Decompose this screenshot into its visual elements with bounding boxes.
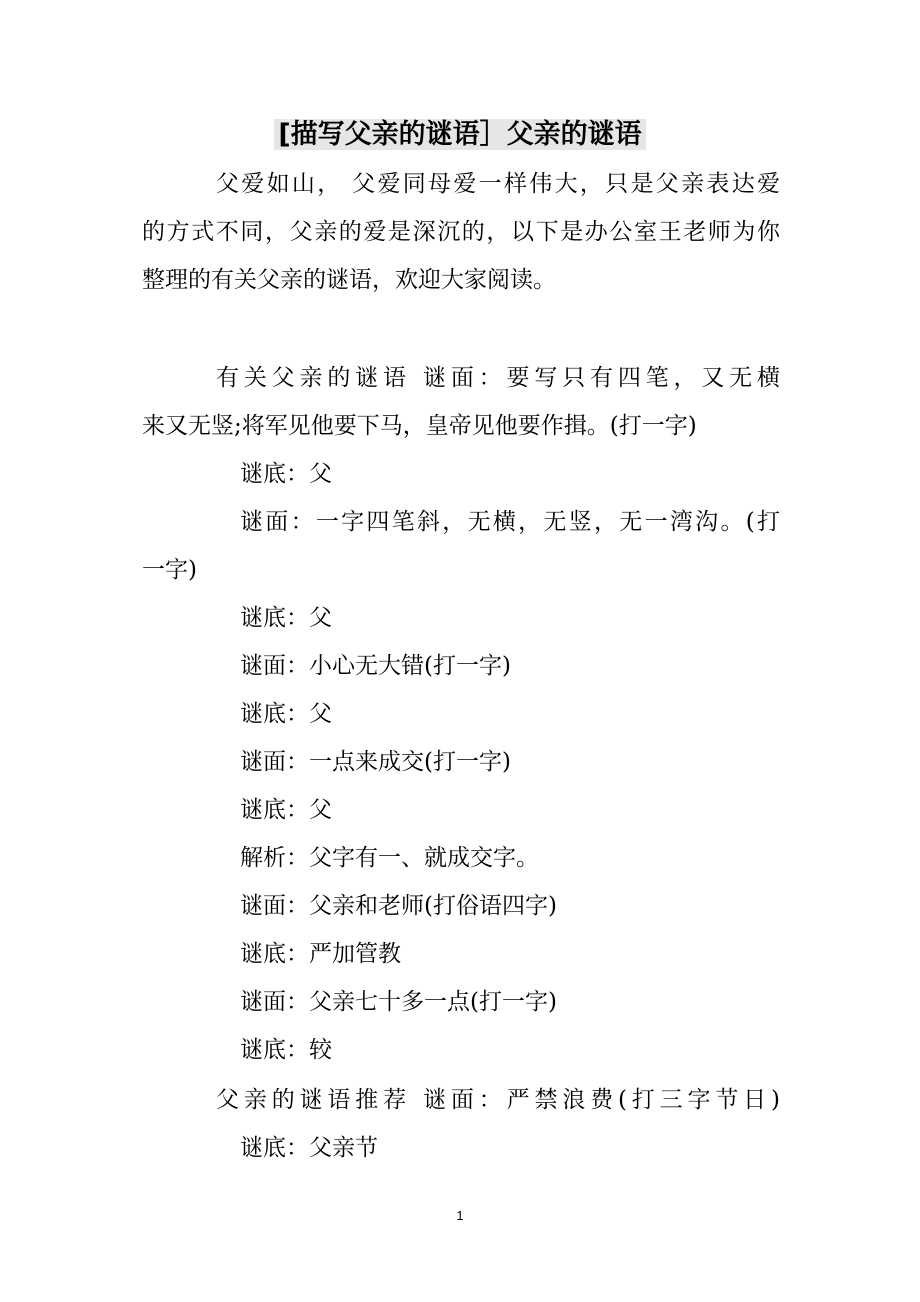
riddle-answer: 谜底：较 — [240, 1037, 332, 1063]
document-title — [0, 116, 920, 154]
riddle-answer: 谜底：父 — [240, 701, 332, 727]
riddle-question: 谜面：一字四笔斜，无横，无竖，无一湾沟。(打 — [240, 509, 780, 535]
riddle-question: 谜面：父亲和老师(打俗语四字) — [240, 893, 557, 919]
page-number: 1 — [456, 1208, 464, 1223]
riddle-section-2-line-1: 父亲的谜语推荐 谜面：严禁浪费(打三字节日) — [216, 1087, 780, 1113]
riddle-answer: 谜底：父亲节 — [240, 1135, 378, 1161]
riddle-question-cont: 一字) — [142, 557, 197, 583]
riddle-section-1-line-2: 来又无竖;将军见他要下马，皇帝见他要作揖。(打一字) — [142, 413, 697, 439]
riddle-answer: 谜底：父 — [240, 797, 332, 823]
riddle-answer: 谜底：父 — [240, 461, 332, 487]
riddle-question: 谜面：小心无大错(打一字) — [240, 653, 511, 679]
riddle-section-1-line-1: 有关父亲的谜语 谜面：要写只有四笔，又无横 — [216, 365, 780, 391]
riddle-question: 谜面：父亲七十多一点(打一字) — [240, 989, 557, 1015]
document-title-text: [描写父亲的谜语］父亲的谜语 — [274, 119, 645, 150]
intro-line-1: 父爱如山， 父爱同母爱一样伟大，只是父亲表达爱 — [216, 171, 780, 197]
riddle-answer: 谜底：严加管教 — [240, 941, 401, 967]
intro-line-3: 整理的有关父亲的谜语，欢迎大家阅读。 — [142, 267, 556, 293]
riddle-question: 谜面：一点来成交(打一字) — [240, 749, 511, 775]
riddle-answer: 谜底：父 — [240, 605, 332, 631]
intro-line-2: 的方式不同，父亲的爱是深沉的，以下是办公室王老师为你 — [142, 219, 780, 245]
riddle-explanation: 解析：父字有一、就成交字。 — [240, 845, 539, 871]
